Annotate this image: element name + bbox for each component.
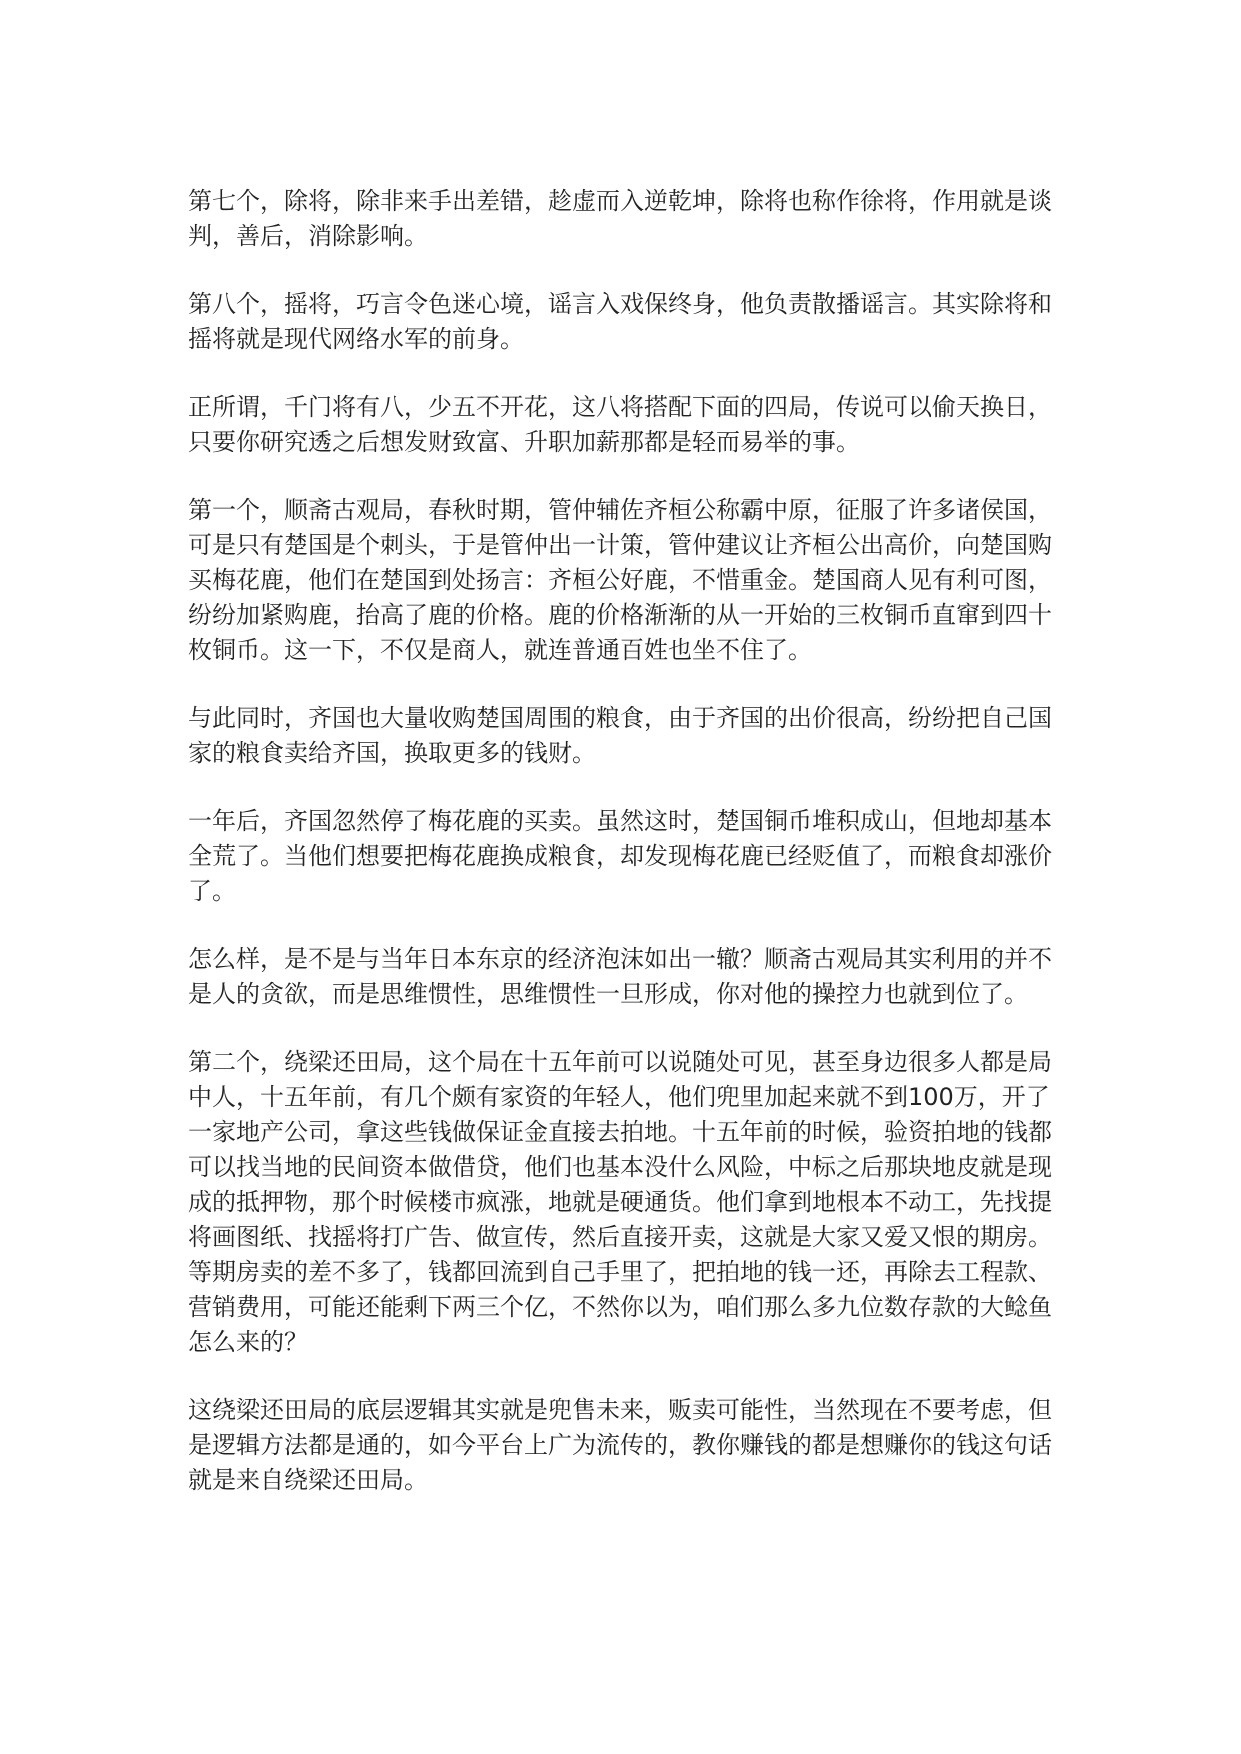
paragraph-shunzhai-guguan-ju: 第一个，顺斋古观局，春秋时期，管仲辅佐齐桓公称霸中原，征服了许多诸侯国，可是只有楚国是个刺头，于是管仲出一计策，管仲建议让齐桓公出高价，向楚国购买梅花鹿，他们在楚国到处扬言：齐桓公好鹿，不惜重金。楚国商人见有利可图，纷纷加紧购鹿，抬高了鹿的价格。鹿的价格渐渐的从一开始的三枚铜币直窜到四十枚铜币。这一下，不仅是商人，就连普通百姓也坐不住了。	[188, 496, 1052, 664]
paragraph-raoliang-huantian-ju: 第二个，绕梁还田局，这个局在十五年前可以说随处可见，甚至身边很多人都是局中人，十五年前，有几个颇有家资的年轻人，他们兜里加起来就不到100万，开了一家地产公司，拿这些钱做保证金直接去拍地。十五年前的时候，验资拍地的钱都可以找当地的民间资本做借贷，他们也基本没什么风险，中标之后那块地皮就是现成的抵押物，那个时候楼市疯涨，地就是硬通货。他们拿到地根本不动工，先找提将画图纸、找摇将打广告、做宣传，然后直接开卖，这就是大家又爱又恨的期房。等期房卖的差不多了，钱都回流到自己手里了，把拍地的钱一还，再除去工程款、营销费用，可能还能剩下两三个亿，不然你以为，咱们那么多九位数存款的大鲶鱼怎么来的？	[188, 1048, 1052, 1356]
paragraph-chu-jiang: 第七个，除将，除非来手出差错，趁虚而入逆乾坤，除将也称作徐将，作用就是谈判，善后，消除影响。	[188, 187, 1052, 250]
document-body	[188, 184, 1054, 1531]
paragraph-qianmen-summary: 正所谓，千门将有八，少五不开花，这八将搭配下面的四局，传说可以偷天换日，只要你研究透之后想发财致富、升职加薪那都是轻而易举的事。	[188, 393, 1052, 456]
paragraph-qi-buys-grain: 与此同时，齐国也大量收购楚国周围的粮食，由于齐国的出价很高，纷纷把自己国家的粮食卖给齐国，换取更多的钱财。	[188, 704, 1052, 767]
paragraph-yao-jiang: 第八个，摇将，巧言令色迷心境，谣言入戏保终身，他负责散播谣言。其实除将和摇将就是现代网络水军的前身。	[188, 290, 1052, 353]
paragraph-one-year-later: 一年后，齐国忽然停了梅花鹿的买卖。虽然这时，楚国铜币堆积成山，但地却基本全荒了。当他们想要把梅花鹿换成粮食，却发现梅花鹿已经贬值了，而粮食却涨价了。	[188, 807, 1052, 905]
paragraph-bubble-comparison: 怎么样，是不是与当年日本东京的经济泡沫如出一辙？顺斋古观局其实利用的并不是人的贪欲，而是思维惯性，思维惯性一旦形成，你对他的操控力也就到位了。	[188, 945, 1052, 1008]
paragraph-underlying-logic: 这绕梁还田局的底层逻辑其实就是兜售未来，贩卖可能性，当然现在不要考虑，但是逻辑方法都是通的，如今平台上广为流传的，教你赚钱的都是想赚你的钱这句话就是来自绕梁还田局。	[188, 1396, 1052, 1494]
